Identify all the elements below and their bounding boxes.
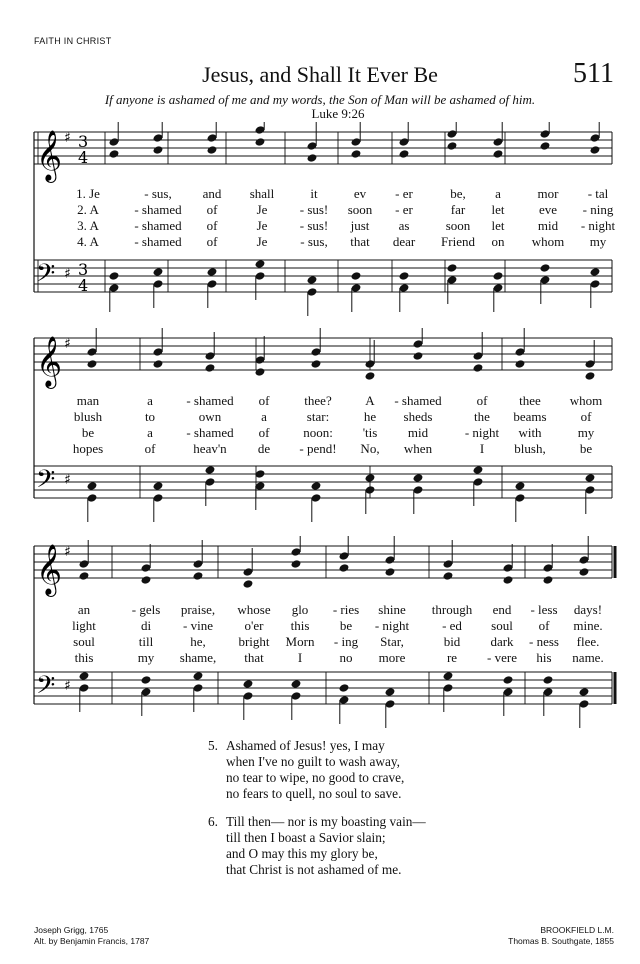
lyric-syllable: re	[446, 650, 458, 665]
tune-name: BROOKFIELD L.M.	[540, 925, 614, 935]
lyric-syllable: - shamed	[134, 202, 182, 217]
lyric-syllable: far	[450, 202, 466, 217]
treble-notehead	[579, 567, 590, 577]
treble-notehead	[79, 571, 90, 581]
bass-notehead	[503, 675, 514, 685]
bass-notehead	[365, 473, 376, 483]
bass-notehead	[540, 263, 551, 273]
stanza-number: 5.	[208, 738, 218, 753]
bass-notehead	[579, 687, 590, 697]
stanza-line: Ashamed of Jesus! yes, I may	[226, 738, 385, 753]
hymn-number: 511	[573, 58, 614, 89]
lyric-syllable: be	[81, 425, 95, 440]
lyric-syllable: heav'n	[193, 441, 227, 456]
lyric-syllable: a	[261, 409, 267, 424]
lyric-syllable: be	[339, 618, 353, 633]
treble-notehead	[503, 575, 514, 585]
bass-notehead	[339, 683, 350, 693]
lyric-syllable: no	[339, 650, 353, 665]
bass-notehead	[515, 481, 526, 491]
lyric-syllable: shame,	[179, 650, 217, 665]
lyric-syllable: of	[258, 393, 270, 408]
treble-notehead	[153, 145, 164, 155]
lyric-syllable: - ed	[442, 618, 462, 633]
stanza-line: Till then— nor is my boasting vain—	[226, 814, 426, 829]
lyric-syllable: star:	[306, 409, 330, 424]
bass-notehead	[413, 473, 424, 483]
epigraph: If anyone is ashamed of me and my words, the Son of Man will be ashamed of him.	[104, 92, 536, 107]
treble-notehead	[447, 141, 458, 151]
lyric-syllable: let	[491, 218, 505, 233]
treble-notehead	[193, 571, 204, 581]
lyric-syllable: on	[491, 234, 505, 249]
time-signature-icon: 4	[78, 148, 89, 167]
lyric-syllable: a	[147, 393, 153, 408]
stanza-5	[208, 738, 426, 802]
lyric-syllable: beams	[513, 409, 547, 424]
lyric-syllable: of	[258, 425, 270, 440]
lyric-syllable: soul	[73, 634, 95, 649]
lyric-syllable: - sus!	[299, 218, 329, 233]
author-credit: Joseph Grigg, 1765	[34, 925, 109, 935]
bass-notehead	[207, 267, 218, 277]
treble-notehead	[153, 359, 164, 369]
bass-notehead	[193, 671, 204, 681]
treble-clef-icon: 𝄞	[36, 544, 63, 595]
bass-notehead	[307, 275, 318, 285]
treble-clef-icon: 𝄞	[36, 336, 63, 387]
lyric-syllable: Je	[256, 234, 268, 249]
lyric-syllable: - night	[464, 425, 500, 440]
bass-notehead	[79, 671, 90, 681]
lyric-syllable: - er	[395, 186, 413, 201]
sharp-icon: ♯	[64, 130, 71, 146]
bass-notehead	[447, 263, 458, 273]
lyric-syllable: thee	[519, 393, 541, 408]
treble-notehead	[339, 563, 350, 573]
lyric-syllable: mine.	[573, 618, 603, 633]
lyric-syllable: I	[479, 441, 485, 456]
lyric-syllable: that	[244, 650, 264, 665]
lyric-syllable: it	[310, 186, 318, 201]
treble-notehead	[473, 363, 484, 373]
lyric-syllable: shall	[249, 186, 275, 201]
lyric-syllable: 1. Je	[76, 186, 100, 201]
lyric-syllable: Friend	[441, 234, 475, 249]
lyric-syllable: flee.	[576, 634, 600, 649]
lyric-syllable: soon	[347, 202, 373, 217]
lyric-syllable: - night	[374, 618, 410, 633]
bass-notehead	[255, 259, 266, 269]
lyric-syllable: - sus,	[144, 186, 172, 201]
lyric-syllable: soon	[445, 218, 471, 233]
bass-notehead	[473, 465, 484, 475]
time-signature-icon: 3	[78, 132, 89, 151]
lyric-syllable: - gels	[131, 602, 161, 617]
lyric-syllable: eve	[538, 202, 558, 217]
lyric-syllable: be,	[450, 186, 466, 201]
lyric-syllable: de	[257, 441, 271, 456]
tune-credits	[508, 925, 614, 947]
bass-notehead	[109, 271, 120, 281]
lyric-syllable: di	[140, 618, 152, 633]
lyric-syllable: - shamed	[186, 393, 234, 408]
bass-notehead	[141, 675, 152, 685]
bass-clef-icon: 𝄢	[36, 465, 56, 500]
lyric-syllable: of	[144, 441, 156, 456]
lyric-syllable: he,	[190, 634, 206, 649]
bass-notehead	[443, 671, 454, 681]
lyric-syllable: my	[589, 234, 607, 249]
lyric-syllable: dear	[392, 234, 416, 249]
lyric-syllable: he	[363, 409, 377, 424]
lyric-syllable: praise,	[180, 602, 216, 617]
treble-notehead	[141, 575, 152, 585]
sharp-icon: ♯	[64, 678, 71, 694]
lyric-syllable: No,	[360, 441, 380, 456]
lyric-syllable: - sus!	[299, 202, 329, 217]
bass-notehead	[311, 481, 322, 491]
lyric-syllable: of	[206, 234, 218, 249]
lyric-syllable: - ning	[582, 202, 614, 217]
lyric-syllable: of	[206, 202, 218, 217]
alteration-credit: Alt. by Benjamin Francis, 1787	[34, 936, 150, 946]
treble-notehead	[291, 559, 302, 569]
time-signature-icon: 3	[78, 260, 89, 279]
lyric-syllable: end	[492, 602, 512, 617]
lyric-syllable: - vine	[183, 618, 213, 633]
lyric-syllable: - ries	[332, 602, 360, 617]
lyric-syllable: of	[206, 218, 218, 233]
lyric-syllable: as	[398, 218, 410, 233]
lyric-syllable: own	[198, 409, 222, 424]
treble-notehead	[493, 149, 504, 159]
lyric-syllable: Morn	[285, 634, 315, 649]
lyric-syllable: my	[137, 650, 155, 665]
stanza-line: when I've no guilt to wash away,	[226, 754, 400, 769]
lyric-syllable: man	[76, 393, 100, 408]
treble-notehead	[543, 575, 554, 585]
treble-notehead	[540, 141, 551, 151]
lyric-syllable: noon:	[303, 425, 333, 440]
stanza-line: till then I boast a Savior slain;	[226, 830, 386, 845]
lyric-syllable: glo	[291, 602, 309, 617]
bass-clef-icon: 𝄢	[36, 671, 56, 706]
lyric-syllable: - er	[395, 202, 413, 217]
stanza-line: and O may this my glory be,	[226, 846, 378, 861]
treble-notehead	[443, 571, 454, 581]
bass-notehead	[385, 687, 396, 697]
stanza-number: 6.	[208, 814, 218, 829]
sharp-icon: ♯	[64, 544, 71, 560]
lyric-syllable: his	[536, 650, 552, 665]
sharp-icon: ♯	[64, 336, 71, 352]
bass-clef-icon: 𝄢	[36, 259, 56, 294]
lyric-syllable: days!	[573, 602, 603, 617]
scripture-reference: Luke 9:26	[311, 106, 365, 121]
lyric-syllable: A	[365, 393, 375, 408]
bass-notehead	[543, 675, 554, 685]
lyric-syllable: - ing	[333, 634, 359, 649]
stanza-line: that Christ is not ashamed of me.	[226, 862, 402, 877]
lyric-syllable: light	[72, 618, 96, 633]
time-signature-icon: 4	[78, 276, 89, 295]
bass-notehead	[399, 271, 410, 281]
sharp-icon: ♯	[64, 472, 71, 488]
treble-notehead	[351, 149, 362, 159]
treble-notehead	[585, 371, 596, 381]
lyric-syllable: this	[290, 618, 310, 633]
lyric-syllable: Star,	[380, 634, 404, 649]
lyric-syllable: whom	[569, 393, 603, 408]
sharp-icon: ♯	[64, 266, 71, 282]
lyric-syllable: to	[144, 409, 156, 424]
lyric-syllable: 4. A	[77, 234, 99, 249]
lyric-syllable: Je	[256, 218, 268, 233]
lyric-syllable: Je	[256, 202, 268, 217]
bass-notehead	[493, 271, 504, 281]
lyric-syllable: 2. A	[77, 202, 99, 217]
text-credits	[34, 925, 149, 947]
lyric-syllable: - less	[530, 602, 558, 617]
lyric-syllable: mid	[537, 218, 559, 233]
lyric-syllable: and	[202, 186, 222, 201]
bass-notehead	[243, 679, 254, 689]
lyric-syllable: bid	[443, 634, 461, 649]
lyric-syllable: the	[474, 409, 490, 424]
treble-notehead	[109, 149, 120, 159]
lyric-syllable: a	[495, 186, 501, 201]
composer-credit: Thomas B. Southgate, 1855	[508, 936, 614, 946]
lyric-syllable: that	[350, 234, 370, 249]
lyric-syllable: - vere	[487, 650, 517, 665]
hymn-title: Jesus, and Shall It Ever Be	[202, 62, 438, 87]
bass-notehead	[291, 679, 302, 689]
lyric-syllable: - shamed	[134, 218, 182, 233]
treble-notehead	[413, 351, 424, 361]
lyric-syllable: dark	[490, 634, 514, 649]
treble-clef-icon: 𝄞	[36, 130, 63, 181]
stanza-line: no fears to quell, no soul to save.	[226, 786, 402, 801]
lyric-syllable: whom	[531, 234, 565, 249]
treble-notehead	[385, 567, 396, 577]
lyric-syllable: - pend!	[299, 441, 337, 456]
lyric-syllable: - night	[580, 218, 616, 233]
lyric-syllable: - ness	[529, 634, 559, 649]
lyric-syllable: let	[491, 202, 505, 217]
lyric-syllable: of	[580, 409, 592, 424]
lyric-syllable: - shamed	[134, 234, 182, 249]
lyric-syllable: more	[378, 650, 406, 665]
lyric-syllable: through	[431, 602, 473, 617]
treble-notehead	[205, 363, 216, 373]
lyric-syllable: 3. A	[77, 218, 99, 233]
lyric-syllable: bright	[238, 634, 270, 649]
lyric-syllable: with	[518, 425, 542, 440]
treble-notehead	[255, 137, 266, 147]
additional-stanzas	[208, 738, 426, 890]
lyric-syllable: just	[350, 218, 370, 233]
bass-notehead	[87, 481, 98, 491]
bass-notehead	[153, 481, 164, 491]
bass-notehead	[585, 473, 596, 483]
lyric-syllable: whose	[237, 602, 271, 617]
lyric-syllable: name.	[572, 650, 604, 665]
lyric-syllable: shine	[378, 602, 406, 617]
lyric-syllable: soul	[491, 618, 513, 633]
lyric-syllable: 'tis	[362, 425, 378, 440]
lyric-syllable: - tal	[587, 186, 609, 201]
lyric-syllable: blush	[73, 409, 103, 424]
lyric-syllable: o'er	[244, 618, 264, 633]
lyric-syllable: - shamed	[394, 393, 442, 408]
lyric-syllable: of	[476, 393, 488, 408]
lyric-syllable: I	[297, 650, 303, 665]
lyric-syllable: mid	[407, 425, 429, 440]
stanza-line: no tear to wipe, no good to crave,	[226, 770, 405, 785]
treble-notehead	[590, 145, 601, 155]
bass-notehead	[590, 267, 601, 277]
lyric-syllable: blush,	[514, 441, 546, 456]
bass-notehead	[351, 271, 362, 281]
lyric-syllable: my	[577, 425, 595, 440]
lyric-syllable: of	[538, 618, 550, 633]
treble-notehead	[311, 359, 322, 369]
lyric-syllable: be	[579, 441, 593, 456]
lyric-syllable: - sus,	[300, 234, 328, 249]
lyric-syllable: mor	[537, 186, 559, 201]
lyric-syllable: an	[77, 602, 91, 617]
lyric-syllable: sheds	[403, 409, 433, 424]
treble-notehead	[307, 153, 318, 163]
lyric-syllable: a	[147, 425, 153, 440]
treble-notehead	[243, 579, 254, 589]
treble-notehead	[87, 359, 98, 369]
lyric-syllable: ev	[353, 186, 367, 201]
stanza-6	[208, 814, 426, 878]
lyric-syllable: till	[138, 634, 154, 649]
lyric-syllable: - shamed	[186, 425, 234, 440]
bass-notehead	[205, 465, 216, 475]
lyric-syllable: this	[74, 650, 94, 665]
treble-notehead	[207, 145, 218, 155]
treble-notehead	[399, 149, 410, 159]
lyric-syllable: thee?	[304, 393, 332, 408]
lyric-syllable: hopes	[72, 441, 104, 456]
lyric-syllable: when	[403, 441, 433, 456]
treble-notehead	[365, 371, 376, 381]
section-label: FAITH IN CHRIST	[34, 36, 112, 46]
treble-notehead	[515, 359, 526, 369]
bass-notehead	[153, 267, 164, 277]
